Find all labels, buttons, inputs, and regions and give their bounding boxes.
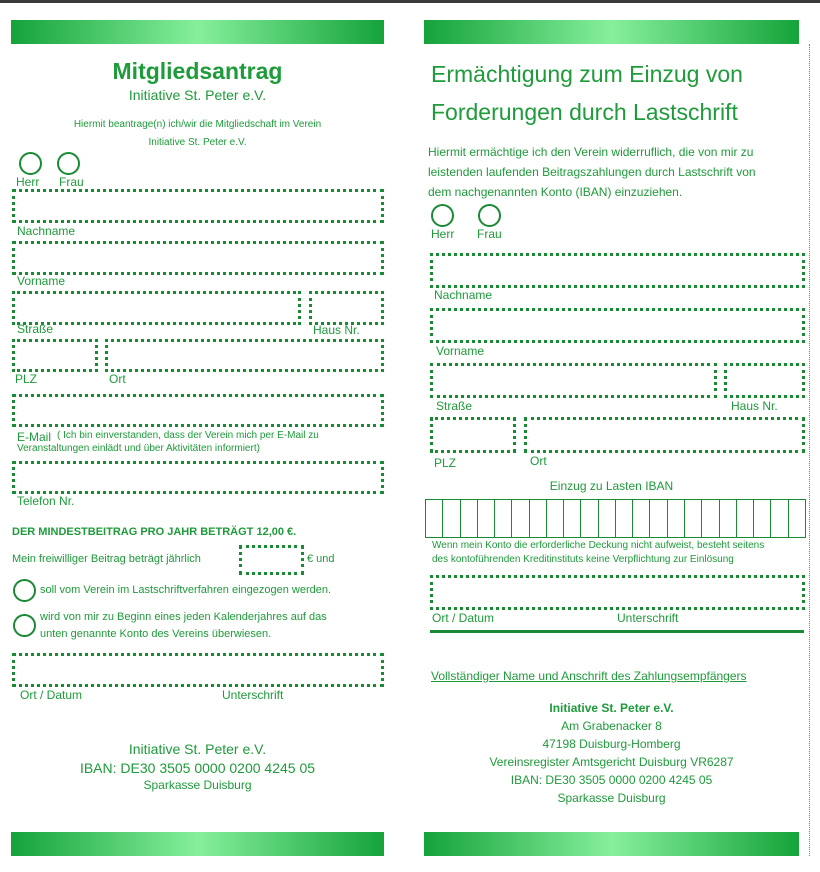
iban-cell[interactable] [426, 500, 443, 537]
right-radio-frau[interactable] [478, 204, 501, 227]
left-email-label: E-Mail [17, 430, 52, 444]
iban-cell[interactable] [443, 500, 460, 537]
left-title: Mitgliedsantrag [112, 58, 283, 84]
right-recipient-bank: Sparkasse Duisburg [557, 791, 666, 805]
iban-cell[interactable] [633, 500, 650, 537]
right-nachname-label: Nachname [434, 288, 493, 302]
left-label-herr: Herr [16, 175, 40, 189]
left-voluntary-label: Mein freiwilliger Beitrag beträgt jährlich [12, 553, 201, 565]
left-footer-iban: IBAN: DE30 3505 0000 0200 4245 05 [79, 760, 316, 776]
left-signature-input[interactable] [12, 653, 384, 687]
right-strasse-input[interactable] [430, 363, 717, 398]
right-signature-input[interactable] [430, 575, 805, 610]
iban-cell[interactable] [512, 500, 529, 537]
left-ort-input[interactable] [105, 339, 384, 372]
iban-cell[interactable] [478, 500, 495, 537]
panel-cut-line [809, 44, 810, 856]
right-recipient-heading: Vollständiger Name und Anschrift des Zahlungsempfängers [431, 669, 747, 683]
right-vorname-input[interactable] [430, 308, 805, 343]
right-notice-line2: des kontoführenden Kreditinstituts keine Verpflichtung zur Einlösung [432, 554, 734, 565]
left-plz-label: PLZ [15, 372, 38, 386]
iban-cell[interactable] [530, 500, 547, 537]
right-vorname-label: Vorname [436, 344, 485, 358]
right-ort-input[interactable] [524, 417, 805, 453]
iban-cell[interactable] [720, 500, 737, 537]
right-unterschrift-label: Unterschrift [617, 611, 679, 625]
window-top-border [0, 0, 820, 3]
left-bottom-bar [11, 832, 384, 856]
iban-cell[interactable] [668, 500, 685, 537]
left-ort-datum-label: Ort / Datum [20, 688, 83, 702]
right-recipient-city: 47198 Duisburg-Homberg [542, 737, 681, 751]
right-hausnr-label: Haus Nr. [731, 399, 778, 413]
left-strasse-input[interactable] [12, 291, 301, 325]
left-radio-frau[interactable] [57, 152, 80, 175]
iban-cell[interactable] [685, 500, 702, 537]
right-signature-underline [430, 630, 804, 633]
left-org: Initiative St. Peter e.V. [128, 87, 267, 103]
right-ort-label: Ort [530, 454, 547, 468]
left-unterschrift-label: Unterschrift [222, 688, 284, 702]
left-label-frau: Frau [59, 175, 84, 189]
left-email-note-line1: ( Ich bin einverstanden, dass der Verein mich per E-Mail zu [57, 430, 319, 441]
left-intro-line1: Hiermit beantrage(n) ich/wir die Mitgliedschaft im Verein [73, 119, 322, 130]
iban-cell[interactable] [616, 500, 633, 537]
left-nachname-input[interactable] [12, 189, 384, 223]
right-intro-line1: Hiermit ermächtige ich den Verein widerruflich, die von mir zu [428, 145, 754, 159]
left-option1-label: soll vom Verein im Lastschriftverfahren eingezogen werden. [40, 584, 332, 596]
left-plz-input[interactable] [12, 339, 98, 372]
right-iban-heading: Einzug zu Lasten IBAN [549, 479, 674, 493]
left-nachname-label: Nachname [17, 224, 76, 238]
right-strasse-label: Straße [436, 399, 473, 413]
right-intro-line2: leistenden laufenden Beitragszahlungen durch Lastschrift von [428, 165, 756, 179]
right-ort-datum-label: Ort / Datum [432, 611, 495, 625]
right-plz-input[interactable] [430, 417, 516, 453]
right-hausnr-input[interactable] [724, 363, 805, 398]
left-voluntary-amount-input[interactable] [239, 545, 304, 575]
right-radio-herr[interactable] [431, 204, 454, 227]
right-label-herr: Herr [431, 227, 455, 241]
left-strasse-label: Straße [17, 322, 54, 336]
iban-cell[interactable] [737, 500, 754, 537]
left-vorname-input[interactable] [12, 241, 384, 275]
left-top-bar [11, 20, 384, 44]
left-option2-line2: unten genannte Konto des Vereins überwiesen. [40, 628, 272, 640]
left-telefon-input[interactable] [12, 461, 384, 494]
right-title-line2: Forderungen durch Lastschrift [431, 99, 738, 125]
left-option2-line1: wird von mir zu Beginn eines jeden Kalenderjahres auf das [40, 611, 327, 623]
right-bottom-bar [424, 832, 799, 856]
right-recipient-street: Am Grabenacker 8 [561, 719, 662, 733]
left-hausnr-input[interactable] [309, 291, 384, 325]
iban-cell[interactable] [599, 500, 616, 537]
right-iban-input-grid[interactable] [425, 499, 806, 538]
left-min-fee: DER MINDESTBEITRAG PRO JAHR BETRÄGT 12,00 €. [12, 526, 297, 538]
left-ort-label: Ort [109, 372, 126, 386]
left-intro-line2: Initiative St. Peter e.V. [148, 137, 247, 148]
left-email-note-line2: Veranstaltungen einlädt und über Aktivitäten informiert) [17, 443, 260, 454]
iban-cell[interactable] [461, 500, 478, 537]
left-vorname-label: Vorname [17, 274, 66, 288]
iban-cell[interactable] [547, 500, 564, 537]
iban-cell[interactable] [650, 500, 667, 537]
left-footer-name: Initiative St. Peter e.V. [128, 741, 267, 757]
right-recipient-name: Initiative St. Peter e.V. [549, 701, 674, 715]
left-telefon-label: Telefon Nr. [17, 494, 75, 508]
right-recipient-register: Vereinsregister Amtsgericht Duisburg VR6287 [489, 755, 734, 769]
left-email-input[interactable] [12, 394, 384, 427]
left-voluntary-suffix: € und [307, 553, 335, 565]
right-intro-line3: dem nachgenannten Konto (IBAN) einzuziehen. [428, 185, 683, 199]
right-nachname-input[interactable] [430, 253, 805, 288]
left-footer-bank: Sparkasse Duisburg [143, 778, 252, 792]
right-recipient-iban: IBAN: DE30 3505 0000 0200 4245 05 [510, 773, 713, 787]
iban-cell[interactable] [771, 500, 788, 537]
right-plz-label: PLZ [434, 456, 457, 470]
left-radio-ueberweisung[interactable] [13, 614, 36, 637]
right-notice-line1: Wenn mein Konto die erforderliche Deckung nicht aufweist, besteht seitens [432, 540, 765, 551]
left-radio-herr[interactable] [19, 152, 42, 175]
right-title-line1: Ermächtigung zum Einzug von [431, 61, 743, 87]
iban-cell[interactable] [581, 500, 598, 537]
left-hausnr-label: Haus Nr. [313, 323, 360, 337]
iban-cell[interactable] [564, 500, 581, 537]
iban-cell[interactable] [495, 500, 512, 537]
iban-cell[interactable] [754, 500, 771, 537]
left-radio-lastschrift[interactable] [13, 579, 36, 602]
right-label-frau: Frau [477, 227, 502, 241]
iban-cell[interactable] [702, 500, 719, 537]
right-top-bar [424, 20, 799, 44]
iban-cell[interactable] [789, 500, 805, 537]
